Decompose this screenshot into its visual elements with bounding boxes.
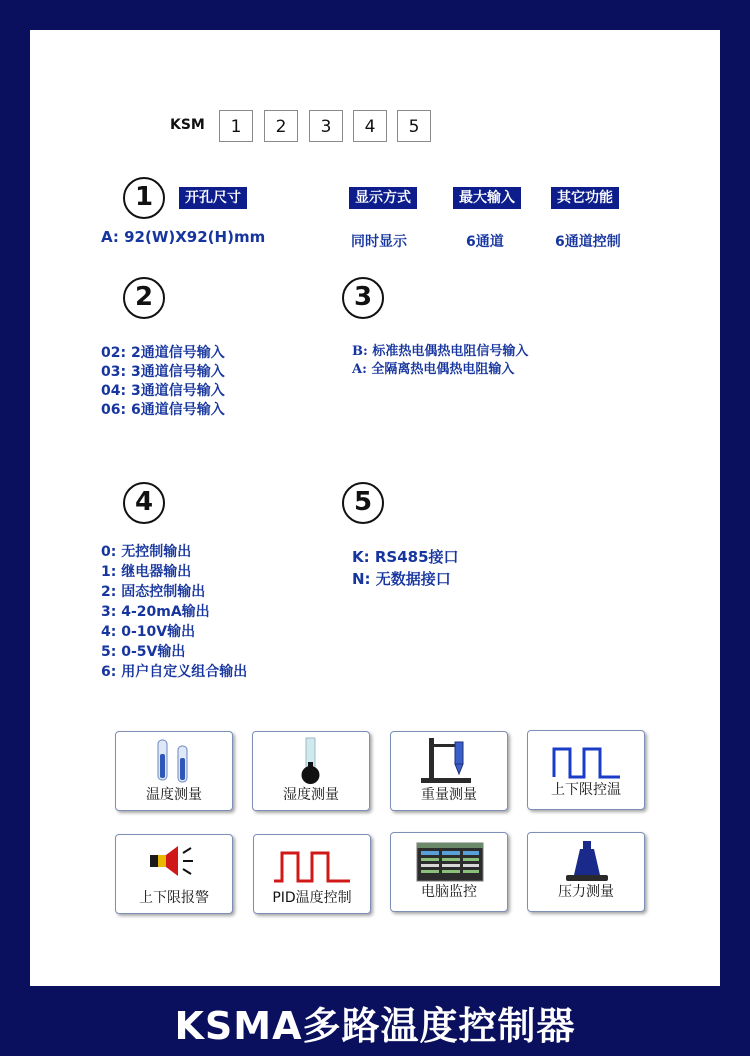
section-4-item: 0: 无控制输出 [101,544,192,560]
section-3-item: A: 全隔离热电偶热电阻输入 [352,362,515,377]
section-4-item: 5: 0-5V输出 [101,644,186,660]
code-box-1: 1 [219,110,253,142]
feature-card-limit-alarm [115,834,233,914]
lab-stand-icon [391,732,509,792]
section-5-list [352,546,459,590]
feature-label: 湿度测量 [283,787,339,803]
feature-card-limit-temp-control [527,730,645,810]
pid-wave-icon [254,835,372,895]
section-1-heading: 开孔尺寸 [179,187,247,209]
feature-card-pressure [527,832,645,912]
section-2-list [101,344,225,420]
feature-card-humidity [252,731,370,811]
spec-display-heading: 显示方式 [349,187,417,209]
feature-label: 温度测量 [146,787,202,803]
section-5-number: 5 [342,482,384,524]
code-box-3: 3 [309,110,343,142]
feature-label: 电脑监控 [421,884,477,900]
thermometer-tubes-icon [116,732,234,792]
spec-other-value: 6通道控制 [555,234,621,250]
section-2-item: 04: 3通道信号输入 [101,383,225,399]
spec-input-value: 6通道 [466,234,504,250]
section-3-number: 3 [342,277,384,319]
section-2-item: 06: 6通道信号输入 [101,402,225,418]
section-4-list [101,542,247,682]
spec-display-value: 同时显示 [351,234,407,250]
code-box-4: 4 [353,110,387,142]
code-box-5: 5 [397,110,431,142]
section-4-item: 4: 0-10V输出 [101,624,196,640]
section-1-option: A: 92(W)X92(H)mm [101,228,266,246]
feature-label: 重量测量 [421,787,477,803]
section-4-item: 6: 用户自定义组合输出 [101,664,248,680]
section-2-item: 03: 3通道信号输入 [101,364,225,380]
alarm-speaker-icon [116,835,234,895]
feature-label: PID温度控制 [272,890,352,906]
feature-label: 上下限控温 [551,782,621,798]
section-2-number: 2 [123,277,165,319]
spec-input-heading: 最大输入 [453,187,521,209]
section-4-item: 1: 继电器输出 [101,564,192,580]
footer-title: KSMA多路温度控制器 [174,1004,576,1048]
feature-card-temperature [115,731,233,811]
section-4-item: 3: 4-20mA输出 [101,604,210,620]
section-1-number: 1 [123,177,165,219]
section-5-item: K: RS485接口 [352,548,459,566]
feature-card-computer-monitor [390,832,508,912]
section-3-item: B: 标准热电偶热电阻信号输入 [352,344,529,359]
code-box-2: 2 [264,110,298,142]
feature-card-pid-control [253,834,371,914]
section-5-item: N: 无数据接口 [352,570,451,588]
feature-label: 上下限报警 [139,890,209,906]
model-prefix: KSM [170,117,205,133]
humidity-flask-icon [253,732,371,792]
section-4-item: 2: 固态控制输出 [101,584,206,600]
section-3-list [352,343,528,379]
spec-other-heading: 其它功能 [551,187,619,209]
feature-card-weight [390,731,508,811]
section-2-item: 02: 2通道信号输入 [101,345,225,361]
section-4-number: 4 [123,482,165,524]
feature-label: 压力测量 [558,884,614,900]
